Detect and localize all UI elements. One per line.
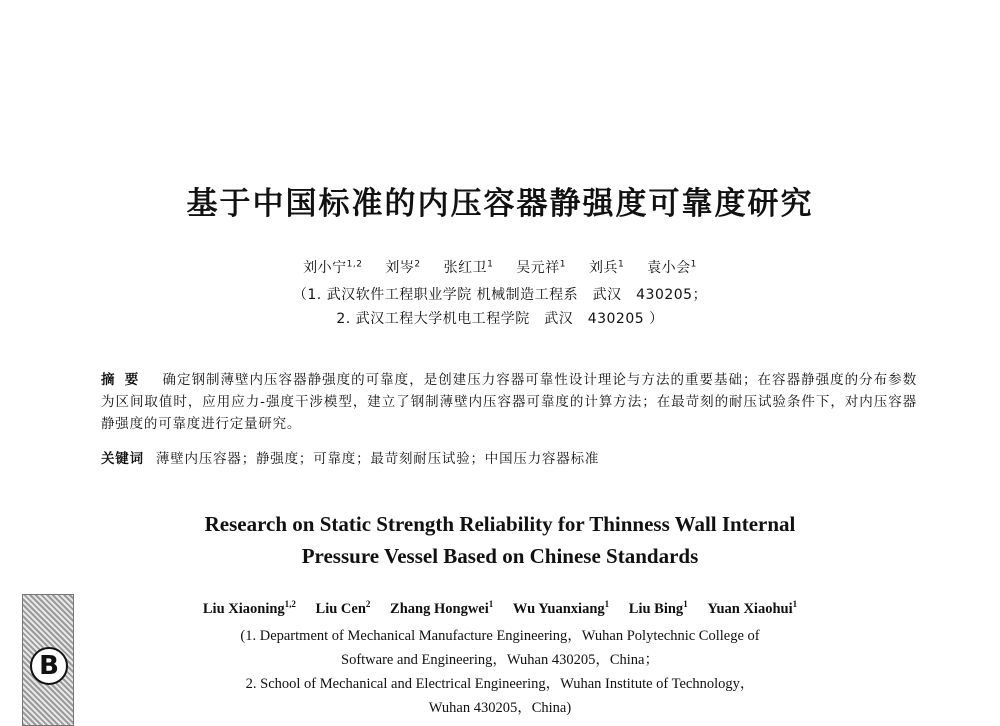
keywords-label: 关键词	[101, 451, 144, 467]
author-cn: 吴元祥$^1$	[516, 259, 566, 276]
abstract-label: 摘要	[101, 372, 149, 388]
affiliation-cn-line1: （1. 武汉软件工程职业学院 机械制造工程系 武汉 430205；	[292, 287, 708, 303]
keywords-cn	[101, 447, 917, 467]
author-list-en	[0, 601, 1000, 618]
paper-title-en-line2: Pressure Vessel Based on Chinese Standards	[301, 544, 699, 568]
author-cn: 刘岑$^2$	[385, 259, 421, 276]
badge-letter: B	[30, 647, 68, 685]
author-cn: 刘兵$^1$	[588, 259, 625, 276]
author-en: Yuan Xiaohui$^1$	[707, 599, 798, 617]
affiliation-cn-line2: 2. 武汉工程大学机电工程学院 武汉 430205 ）	[336, 311, 664, 327]
author-en: Liu Cen$^2$	[315, 599, 371, 617]
affiliation-en-line3: 2. School of Mechanical and Electrical Engineering，Wuhan Institute of Technology，	[245, 676, 755, 692]
author-cn: 刘小宁$^{1,2}$	[303, 259, 363, 276]
affiliation-en-line4: Wuhan 430205，China)	[428, 700, 572, 716]
affiliation-en-line1: (1. Department of Mechanical Manufacture Engineering，Wuhan Polytechnic College of	[240, 628, 760, 644]
paper-title-en	[0, 508, 1000, 572]
author-cn: 袁小会$^1$	[647, 259, 697, 276]
author-list-cn	[0, 257, 1000, 277]
author-en: Zhang Hongwei$^1$	[390, 599, 494, 617]
author-en: Liu Bing$^1$	[628, 599, 688, 617]
author-en: Wu Yuanxiang$^1$	[512, 599, 610, 617]
affiliation-en-line2: Software and Engineering，Wuhan 430205，China；	[341, 652, 659, 668]
abstract-text: 确定钢制薄壁内压容器静强度的可靠度，是创建压力容器可靠性设计理论与方法的重要基础；在容器静强度的分布参数为区间取值时，应用应力-强度干涉模型，建立了钢制薄壁内压容器可靠度的计算方法；在最苛刻的耐压试验条件下，对内压容器静强度的可靠度进行定量研究。	[101, 372, 917, 432]
paper-title-cn: 基于中国标准的内压容器静强度可靠度研究	[186, 186, 814, 222]
affiliation-en	[0, 624, 1000, 720]
paper-title-en-line1: Research on Static Strength Reliability for Thinness Wall Internal	[204, 512, 796, 536]
keywords-text: 薄壁内压容器；静强度；可靠度；最苛刻耐压试验；中国压力容器标准	[155, 451, 600, 467]
author-cn: 张红卫$^1$	[443, 259, 494, 276]
author-en: Liu Xiaoning$^{1,2}$	[202, 599, 296, 617]
journal-badge-icon	[22, 594, 74, 726]
abstract-cn	[101, 369, 917, 435]
